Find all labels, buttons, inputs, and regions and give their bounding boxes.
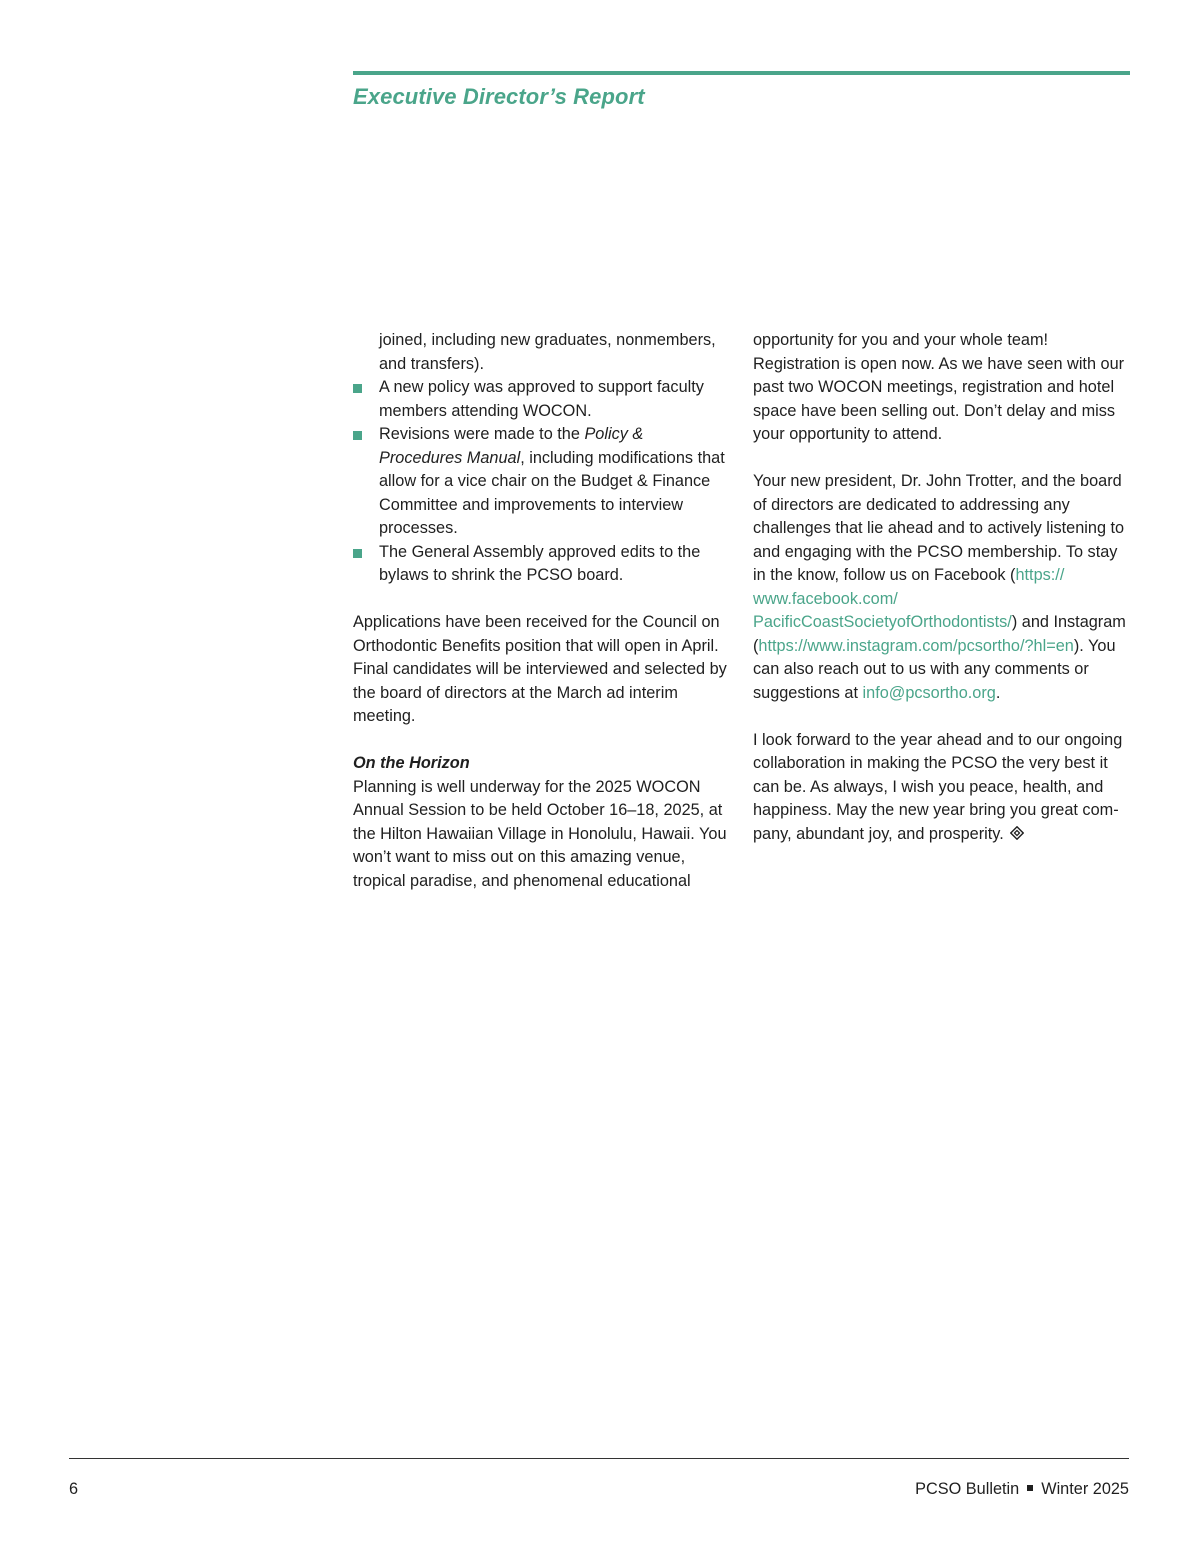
list-item [353,423,729,541]
registration-paragraph: opportunity for you and your whole team! Registration is open now. As we have seen with our past two WOCON meetings, registration and hotel space have been selling out. Don’t delay and miss your opportunity to attend. [753,331,1125,443]
president-text-1: Your new president, Dr. John Trotter, and the board of directors are dedicated to addressing any challenges that lie ahead and to actively listening to and engaging with the PCSO membership. To stay in the know, follow us on Facebook ( [753,472,1125,584]
paragraph-gap [353,588,729,612]
bullet-text: A new policy was approved to support faculty members attending WOCON. [379,378,704,420]
footer-separator-icon [1027,1485,1033,1491]
section-title: Executive Director’s Report [353,84,645,109]
page-number: 6 [69,1480,79,1498]
publication-name: PCSO Bulletin [915,1480,1020,1498]
email-link[interactable] [863,684,996,702]
closing-text: I look forward to the year ahead and to our ongoing collaboration in making the PCSO the very best it can be. As always, I wish you peace, health, and happiness. May the new year bring you great company, abundant joy, and prosperity. [753,730,1123,843]
facebook-link-text: https://www.facebook.com/PacificCoastSocietyofOrthodontists/ [753,566,1065,631]
right-column [753,329,1133,846]
bullet-square-icon [353,549,362,558]
list-item [353,376,729,423]
manual-title: Policy & Procedures Manual [379,425,644,467]
issue-date: Winter 2025 [1041,1480,1129,1498]
bullet-text-pre: Revisions were made to the [379,425,585,443]
email-link-text: info@pcsortho.org [862,683,996,702]
list-item [353,541,729,588]
applications-paragraph: Applications have been received for the Council on Orthodontic Benefits position that will open in April. Final candidates will be interviewed and selected by the board of directors at the March ad interim meeting. [353,613,727,725]
president-text-3: ). You can also reach out to us with any comments or suggestions at [753,636,1116,702]
header-rule [353,71,1130,75]
president-text-4: . [995,683,1001,702]
footer-publication-info [915,1480,1129,1499]
closing-paragraph [753,729,1133,847]
president-text-2: ) and Instagram ( [753,613,1126,655]
horizon-paragraph: Planning is well underway for the 2025 WOCON Annual Session to be held October 16–18, 2025, at the Hilton Hawaiian Village in Honolulu, Hawaii. You won’t want to miss out on this amazing venue, tropical paradise, and phenomenal educational [353,777,727,890]
bullet-list [353,376,729,588]
bullet-text-post: , including modifications that allow for a vice chair on the Budget & Finance Committee and improvements to interview processes. [379,448,725,537]
bullet-continuation: joined, including new graduates, nonmembers, and transfers). [379,331,716,373]
diamond-end-mark-icon [1010,826,1024,840]
left-column [353,329,729,893]
paragraph-gap [753,705,1133,729]
footer-rule [69,1458,1129,1459]
bullet-square-icon [353,431,362,440]
paragraph-gap [753,447,1133,471]
bullet-text: The General Assembly approved edits to the bylaws to shrink the PCSO board. [379,542,701,584]
instagram-link-text: https://www.instagram.com/pcsortho/?hl=en [758,636,1074,655]
president-paragraph [753,470,1133,705]
instagram-link[interactable] [758,637,1073,655]
bullet-square-icon [353,384,362,393]
paragraph-gap [353,729,729,753]
horizon-heading: On the Horizon [353,754,470,772]
